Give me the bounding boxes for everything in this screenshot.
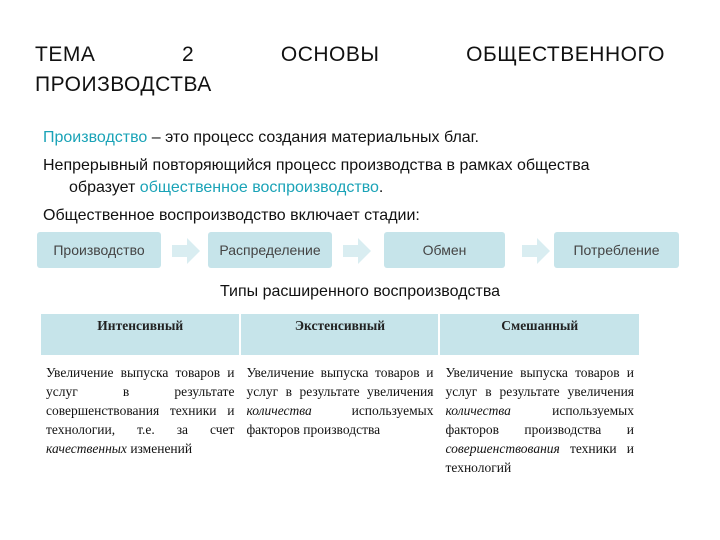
extensive-italic: количества	[246, 403, 312, 418]
intensive-text: Увеличение выпуска товаров и услуг в результате совершенствования техники и технологии, т.е. за счет	[46, 365, 235, 437]
stages-intro: Общественное воспроизводство включает стадии:	[43, 207, 420, 224]
extensive-text: Увеличение выпуска товаров и услуг в результате увеличения	[246, 365, 434, 399]
slide-title	[35, 40, 665, 100]
header-extensive: Экстенсивный	[240, 314, 439, 355]
title-word-1: ТЕМА	[35, 43, 96, 66]
stage-distribution: Распределение	[208, 232, 332, 268]
mixed-text: Увеличение выпуска товаров и услуг в результате увеличения	[445, 365, 634, 399]
stage-production: Производство	[37, 232, 161, 268]
continuous-suffix: .	[378, 179, 384, 196]
stage-consumption: Потребление	[554, 232, 679, 268]
mixed-italic-2: совершенствования	[445, 441, 560, 456]
table-row	[41, 357, 640, 481]
definition-text	[43, 127, 683, 149]
types-title: Типы расширенного воспроизводства	[219, 283, 501, 300]
arrow-right-icon	[522, 238, 550, 264]
definition-rest: – это процесс создания материальных благ.	[147, 129, 479, 146]
extensive-tail: используемых факторов производства	[246, 403, 434, 437]
cell-intensive	[41, 357, 240, 481]
arrow-right-icon	[343, 238, 371, 264]
continuous-text	[43, 155, 683, 199]
header-intensive: Интенсивный	[41, 314, 240, 355]
term-production: Производство	[43, 129, 148, 146]
cell-extensive	[240, 357, 439, 481]
reproduction-types-table	[41, 314, 641, 481]
mixed-tail: техники и технологий	[445, 441, 634, 475]
arrow-right-icon	[172, 238, 200, 264]
title-line-2: ПРОИЗВОДСТВА	[35, 73, 212, 96]
table-header-row	[41, 314, 640, 355]
title-word-4: ОБЩЕСТВЕННОГО	[466, 43, 665, 66]
title-word-3: ОСНОВЫ	[280, 43, 380, 66]
continuous-line-1: Непрерывный повторяющийся процесс производства в рамках общества	[43, 157, 590, 174]
continuous-line-2	[43, 177, 683, 199]
mixed-middle: используемых факторов производства и	[445, 403, 634, 437]
intensive-italic: качественных	[46, 441, 127, 456]
continuous-prefix: образует	[69, 179, 140, 196]
mixed-italic-1: количества	[445, 403, 511, 418]
cell-mixed	[439, 357, 640, 481]
title-word-2: 2	[182, 43, 195, 66]
stage-exchange: Обмен	[384, 232, 505, 268]
term-reproduction: общественное воспроизводство	[139, 179, 379, 196]
intensive-tail: изменений	[126, 441, 193, 456]
header-mixed: Смешанный	[439, 314, 640, 355]
